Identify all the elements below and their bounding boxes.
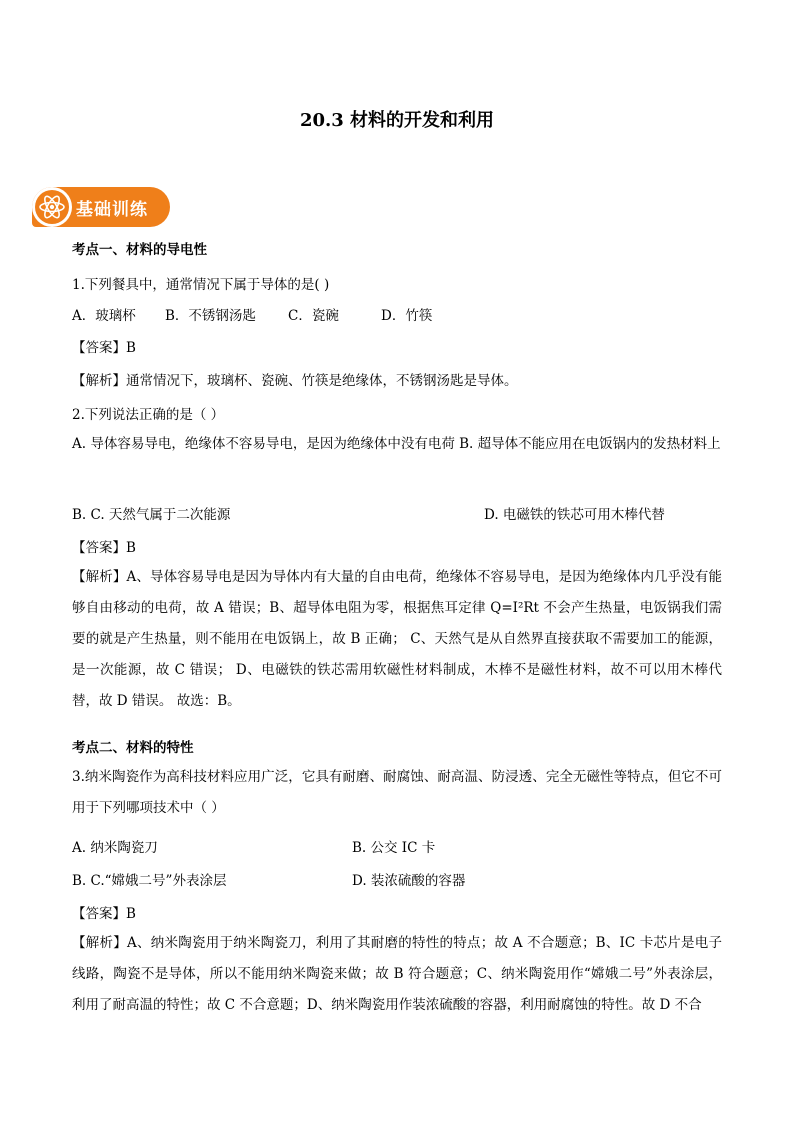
q3-option-a: A. 纳米陶瓷刀 xyxy=(72,840,158,856)
atom-icon xyxy=(38,193,66,221)
q2-answer: 【答案】B xyxy=(72,540,136,556)
q3-option-b: B. 公交 IC 卡 xyxy=(352,840,436,856)
q1-answer: 【答案】B xyxy=(72,340,136,356)
q3-option-c: B. C.“嫦娥二号”外表涂层 xyxy=(72,873,227,889)
q2-stem: 2.下列说法正确的是（ ） xyxy=(72,407,225,423)
q2-analysis: 【解析】A、导体容易导电是因为导体内有大量的自由电荷，绝缘体不容易导电，是因为绝缘体内几乎没有能够自由移动的电荷，故 A 错误；B、超导体电阻为零，根据焦耳定律 Q=I²Rt 不会产生热量，电饭锅我们需要的就是产生热量，则不能用在电饭锅上，故 B 正确； C、天然气是从自然界直接获取不需要加工的能源，是一次能源，故 C 错误； D、电磁铁的铁芯需用软磁性材料制成，木棒不是磁性材料，故不可以用木棒代替，故 D 错误。 故选：B。 xyxy=(72,569,722,709)
q1-stem: 1.下列餐具中，通常情况下属于导体的是( ) xyxy=(72,277,330,293)
q2-option-ab: A. 导体容易导电，绝缘体不容易导电，是因为绝缘体中没有电荷 B. 超导体不能应用在电饭锅内的发热材料上 xyxy=(72,436,721,452)
q1-option-d: D．竹筷 xyxy=(381,308,433,324)
page-title: 20.3 材料的开发和利用 xyxy=(299,110,495,131)
section2-heading: 考点二、材料的特性 xyxy=(72,740,194,756)
section1-heading: 考点一、材料的导电性 xyxy=(72,242,207,258)
section-banner xyxy=(32,187,170,227)
banner-label: 基础训练 xyxy=(76,200,148,220)
q2-option-d: D. 电磁铁的铁芯可用木棒代替 xyxy=(484,507,665,523)
q3-stem: 3.纳米陶瓷作为高科技材料应用广泛，它具有耐磨、耐腐蚀、耐高温、防浸透、完全无磁性等特点，但它不可用于下列哪项技术中（ ） xyxy=(72,769,722,816)
q1-option-b: B．不锈钢汤匙 xyxy=(165,308,256,324)
q2-option-c: B. C. 天然气属于二次能源 xyxy=(72,507,231,523)
q3-option-d: D. 装浓硫酸的容器 xyxy=(352,873,466,889)
q3-analysis: 【解析】A、纳米陶瓷用于纳米陶瓷刀，利用了其耐磨的特性的特点；故 A 不合题意；B、IC 卡芯片是电子线路，陶瓷不是导体，所以不能用纳米陶瓷来做；故 B 符合题意；C、纳米陶瓷用作“嫦娥二号”外表涂层，利用了耐高温的特性；故 C 不合意题；D、纳米陶瓷用作装浓硫酸的容器，利用耐腐蚀的特性。故 D 不合 xyxy=(72,935,722,1013)
q3-answer: 【答案】B xyxy=(72,906,136,922)
q1-option-c: C．瓷碗 xyxy=(288,308,339,324)
q1-analysis: 【解析】通常情况下，玻璃杯、瓷碗、竹筷是绝缘体，不锈钢汤匙是导体。 xyxy=(72,373,518,389)
q1-option-a: A．玻璃杯 xyxy=(72,308,136,324)
